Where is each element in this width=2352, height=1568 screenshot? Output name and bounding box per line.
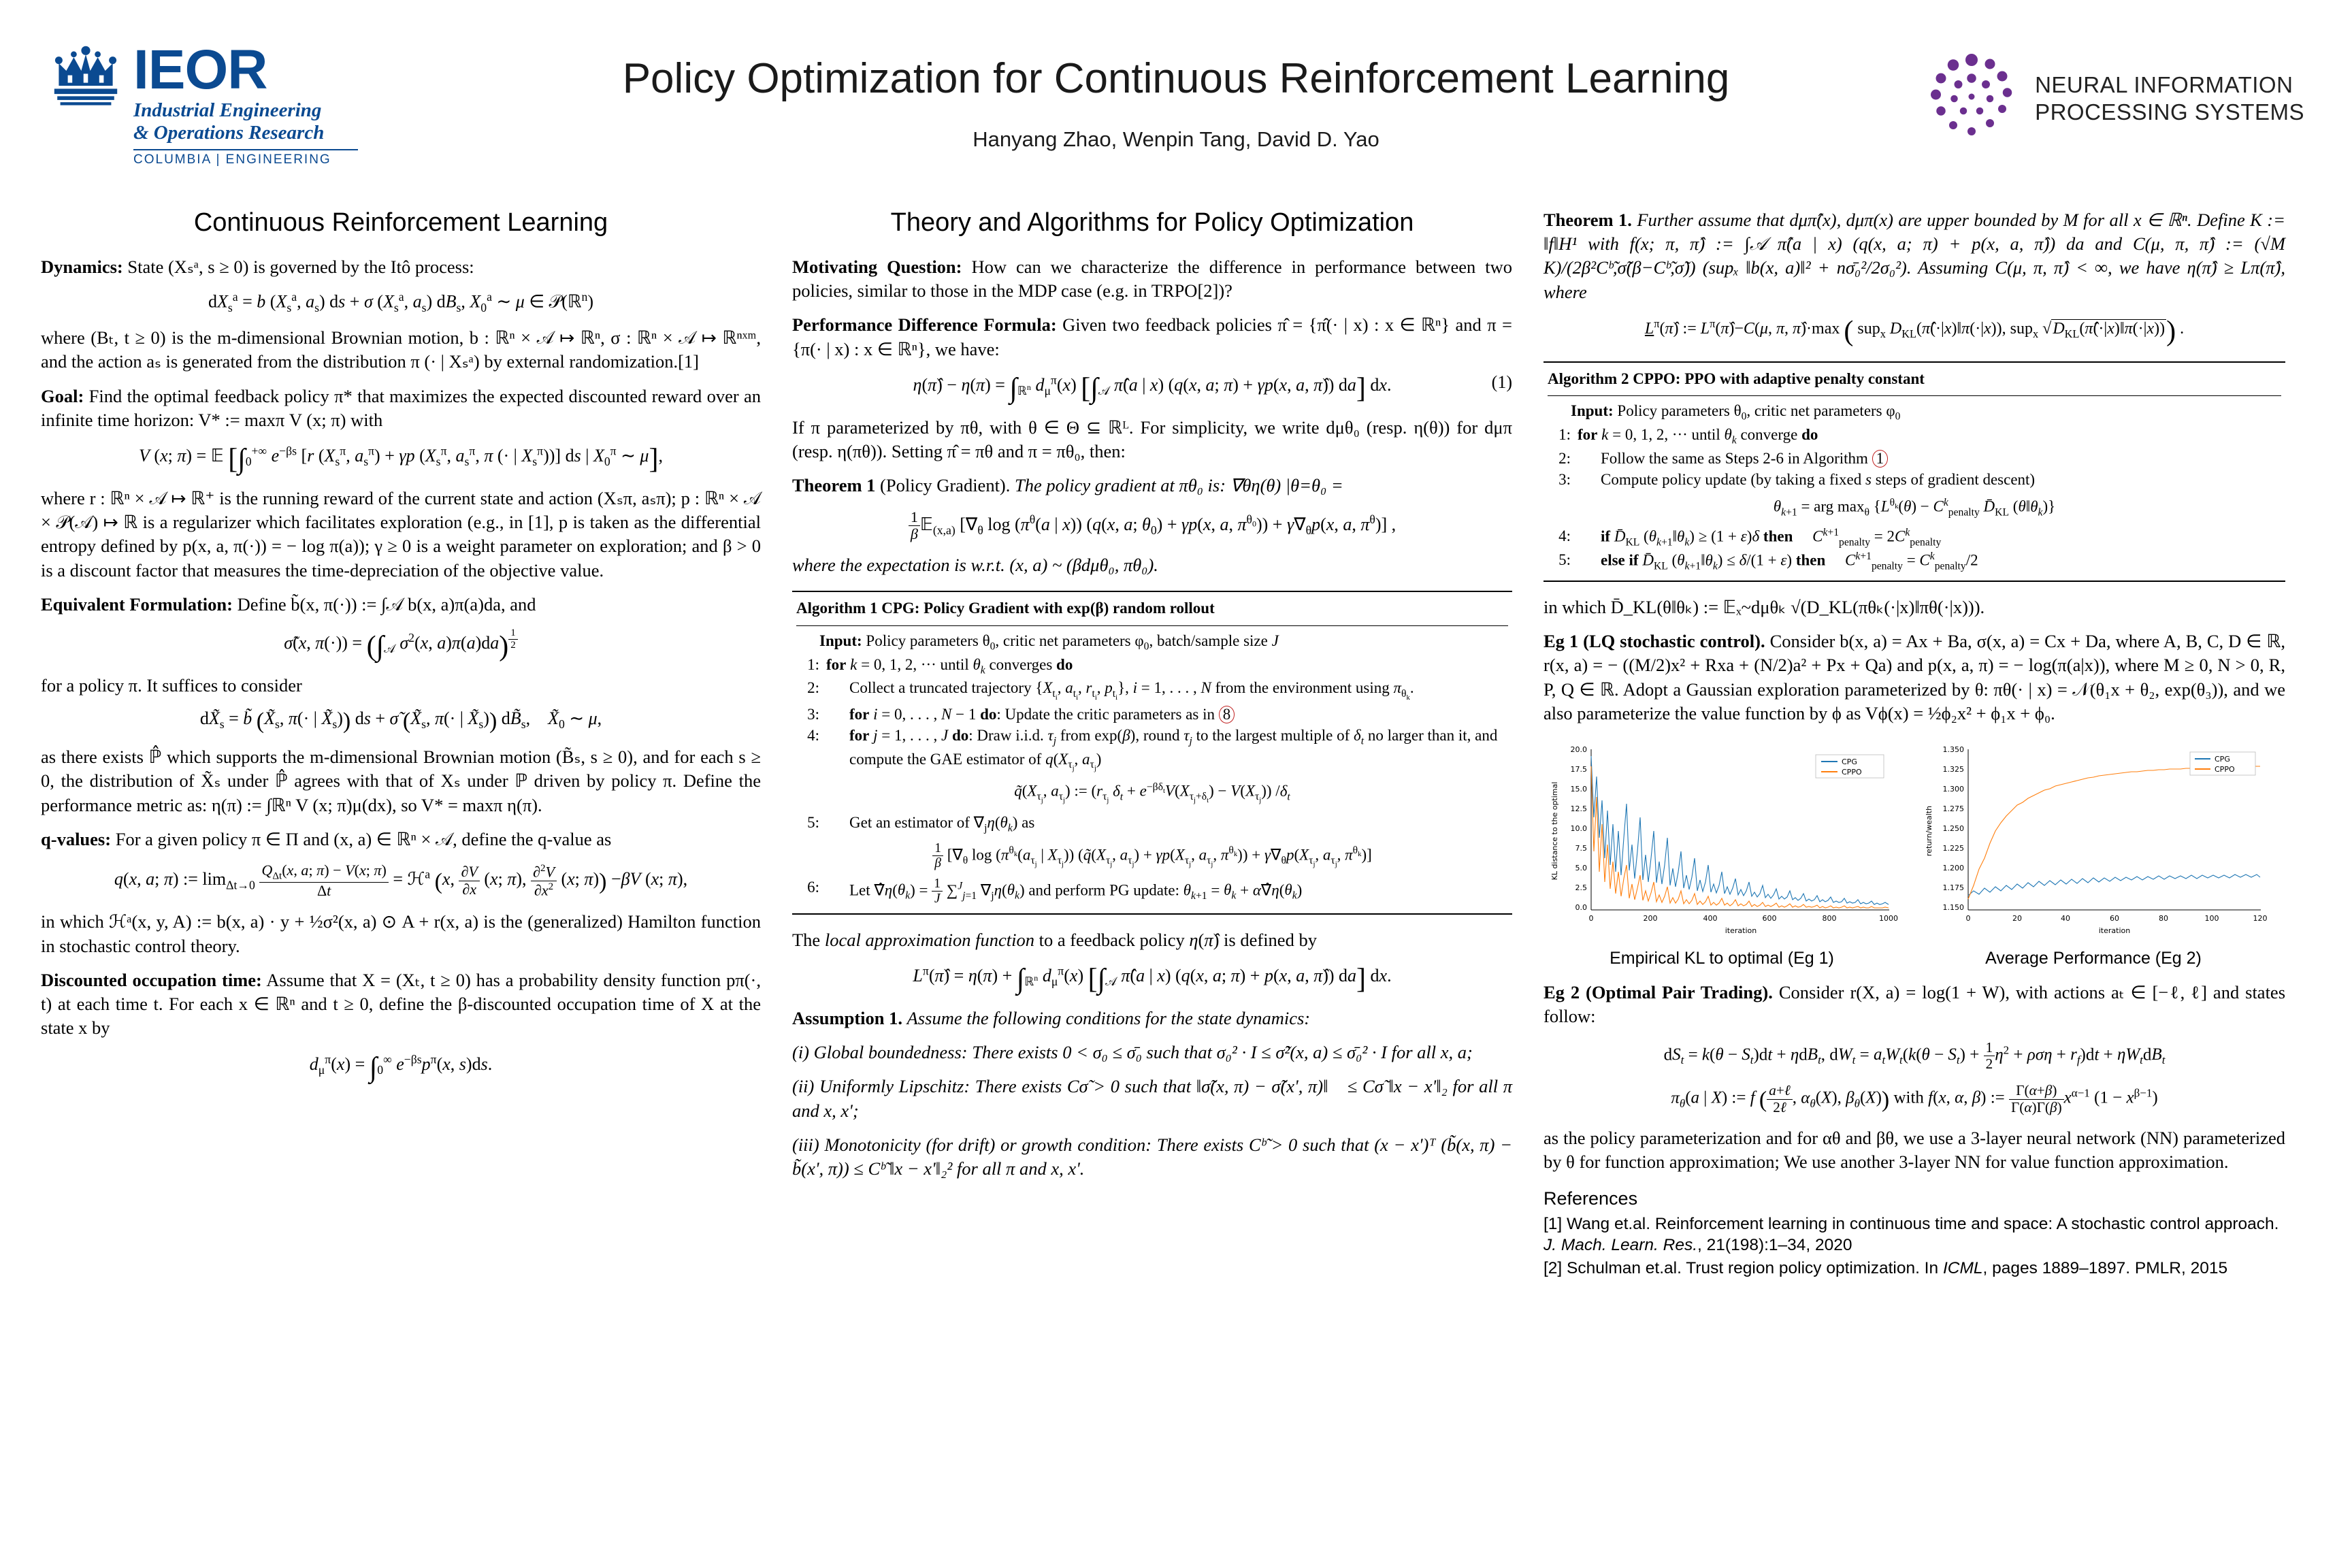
neurips-line2: PROCESSING SYSTEMS — [2035, 99, 2304, 125]
chart-kl-svg — [1544, 736, 1900, 940]
svg-text:CPPO: CPPO — [2215, 765, 2235, 774]
equation-ref-8: 8 — [1219, 706, 1235, 723]
reference-item: [2] Schulman et.al. Trust region policy optimization. In ICML, pages 1889–1897. PMLR, 2015 — [1544, 1259, 2228, 1278]
goal-paragraph — [41, 385, 761, 432]
svg-text:0.0: 0.0 — [1575, 903, 1587, 913]
algorithm-2-title: Algorithm 2 CPPO: PPO with adaptive penalty constant — [1548, 370, 1925, 387]
figures-row — [1544, 736, 2285, 968]
author-list: Hanyang Zhao, Wenpin Tang, David D. Yao — [973, 127, 1379, 151]
svg-text:KL distance to the optimal: KL distance to the optimal — [1550, 781, 1559, 881]
algorithm-1-line: 2: Collect a truncated trajectory {$X_{t_i}$, $a_{t_i}$, $r_{t_i}$, $p_{t_i}$}, i = 1, . . . , N from the environment using $\pi_{\theta_k}$. — [807, 679, 1414, 702]
chart-performance-legend — [2190, 752, 2255, 775]
svg-text:10.0: 10.0 — [1570, 824, 1587, 834]
algorithm-2-line: 3: Compute policy update (by taking a fixed s steps of gradient descent) — [1558, 471, 2036, 489]
svg-text:400: 400 — [1703, 914, 1718, 924]
neurips-line1: NEURAL INFORMATION — [2035, 71, 2293, 97]
svg-text:100: 100 — [2204, 914, 2219, 924]
goal-label: Goal: — [41, 385, 84, 406]
equation-policy-gradient: $\frac{1}{\beta}$ 𝔼$_{(x,a)}$ [$\nabla_\theta$ $\log (\pi^\theta(a$ | x)) (q(x, a; $\theta_0) + \gamma p(x$, a, $\pi^{\theta_0})) + \gamma\nabla_\theta p(x$, a, $\pi^\theta$)] , — [792, 509, 1512, 543]
section-title-theory: Theory and Algorithms for Policy Optimization — [890, 208, 1414, 237]
motivating-question-label: Motivating Question: — [792, 257, 962, 277]
ieor-logo — [48, 41, 374, 166]
algorithm-2-box — [1544, 361, 2285, 582]
svg-text:12.5: 12.5 — [1570, 804, 1587, 814]
assumption-item: (ii) Uniformly Lipschitz: There exists Cσ̃ > 0 such that ‖σ̃(x, π) − σ̃(x', π)‖ ≤ Cσ̃ ‖x − x'‖₂ for all π and x, x'; — [792, 1076, 1512, 1121]
equation-performance-difference: η(π̂) − $\eta(\pi) = \int_{ℝ^n}$ $d_\mu^\pi(x)$ [$\int_𝒜$ π̂(a | x) (q(x, a; π) + γp(x, a, π̂)) da] dx. (1) — [913, 372, 1512, 404]
qvalues-paragraph — [41, 828, 761, 851]
equivalent-formulation-text: Define b̃(x, π(·)) := ∫𝒜 b(x, a)π(a)da, and — [237, 593, 536, 615]
algorithm-1-equation-q: $q̃(X_{\tau_j}$, $a_{\tau_j}$) := ($r_{\tau_j}$ $\delta_t + e^{-\beta\delta_t}V(X_{\tau_j+\delta_t}) - V(X_{\tau_j})$) $/\delta_t$ — [1014, 781, 1290, 805]
goal-text: Find the optimal feedback policy π* that maximizes the expected discounted reward over an infinite time horizon: V* := maxπ V (x; π) with — [41, 385, 762, 430]
algorithm-1-line: 5: Get an estimator of $\nabla_j\eta(\theta_k)$ as — [807, 813, 1035, 834]
page-title: Policy Optimization for Continuous Reinforcement Learning — [622, 55, 1730, 102]
assumption-label: Assumption 1. — [792, 1007, 902, 1028]
eg1-label: Eg 1 (LQ stochastic control). — [1544, 631, 1765, 652]
svg-text:0: 0 — [1588, 914, 1594, 924]
svg-text:1.175: 1.175 — [1942, 883, 1964, 893]
svg-text:1.275: 1.275 — [1942, 804, 1964, 814]
eg1-paragraph — [1544, 630, 2285, 725]
eg2-after-text: as the policy parameterization and for αθ and βθ, we use a 3-layer neural network (NN) parameterized by θ for function approximation; We use another 3-layer NN for value function approximation. — [1544, 1128, 2285, 1173]
value-after-text: where r : ℝⁿ × 𝒜 ↦ ℝ⁺ is the running reward of the current state and action (Xₛπ, aₛπ); p : ℝⁿ × 𝒜 × 𝒫(𝒜) ↦ ℝ is a regularizer which facilitates exploration (e.g., in [1], p is taken as the differential entropy defined by p(x, a, π(·)) = − log π(a)); γ ≥ 0 is a weight parameter on exploration; and β > 0 is a discount factor that measures the time-depreciation of the objective value. — [41, 488, 761, 581]
motivating-question-text: How can we characterize the difference in performance between two policies, similar to those in the MDP case (e.g. in TRPO[2])? — [792, 257, 1512, 301]
svg-text:CPG: CPG — [1842, 757, 1857, 767]
algorithm-2-equation-update: $\theta_{k+1}$ = arg $\max_\theta \{L^{\theta_k}(\theta) - C^k_{penalty}$ $D̄_{KL}$ $(\theta‖\theta_k)$} — [1773, 497, 2056, 519]
svg-text:1.300: 1.300 — [1942, 785, 1964, 794]
algorithm-1-rule — [796, 625, 1508, 626]
neurips-wordmark — [2035, 71, 2304, 127]
local-approximation-text: The local approximation function to a feedback policy η(π̂) is defined by — [792, 929, 1317, 950]
performance-difference-text: Given two feedback policies π̂ = {π̂(· | x) : x ∈ ℝⁿ} and π = {π(· | x) : x ∈ ℝⁿ}, we have: — [792, 314, 1512, 359]
svg-text:1.225: 1.225 — [1942, 844, 1964, 853]
figure-caption-performance: Average Performance (Eg 2) — [1985, 949, 2202, 968]
svg-text:200: 200 — [1643, 914, 1658, 924]
figure-average-performance — [1915, 736, 2272, 968]
equation-dynamics: $dX_s^a = b$ ($X_s^a$, $a_s$) ds + σ ($X_s^a$, $a_s$) $dB_s$, $X_0^a$ ∼ μ ∈ 𝒫(ℝ$^n$) — [208, 290, 594, 315]
columbia-crown-icon — [48, 41, 124, 116]
svg-text:iteration: iteration — [2098, 926, 2131, 936]
eg1-text: Consider b(x, a) = Ax + Ba, σ(x, a) = Cx + Da, where A, B, C, D ∈ ℝ, r(x, a) = − ((M/2)x² + Rxa + (N/2)a² + Px + Qa) and p(x, a, π) = − log(π(a|x)), where M ≥ 0, N > 0, R, P, Q ∈ ℝ. Adopt a Gaussian exploration parameterized by θ: πθ(· | x) = 𝒩(θ₁x + θ₂, exp(θ₃)), and we also parameterize the value function by ϕ as Vϕ(x) = ½ϕ₂x² + ϕ₁x + ϕ₀. — [1544, 631, 2286, 723]
svg-text:20.0: 20.0 — [1570, 745, 1587, 755]
inwhich-text: in which D̄_KL(θ‖θₖ) := 𝔼ₓ~dμθₖ √(D_KL(πθₖ(·|x)‖πθ(·|x))). — [1544, 597, 1985, 617]
discounted-occupation-label: Discounted occupation time: — [41, 969, 262, 990]
svg-text:800: 800 — [1822, 914, 1837, 924]
equivalent-formulation-paragraph — [41, 593, 761, 617]
equation-sigma-tilde: σ̃(x, $\pi(\cdot)) = (\int_𝒜$ $\sigma^2(x$, a)π(a)da) $^{\frac{1}{2}}$ — [41, 627, 761, 663]
discounted-occupation-text: Assume that X = (Xₜ, t ≥ 0) has a probability density function pπ(·, t) at each time t. For each x ∈ ℝⁿ and t ≥ 0, define the β-discounted occupation time of X at the state x by — [41, 969, 761, 1039]
ieor-logo-foot: COLUMBIA | ENGINEERING — [133, 152, 331, 167]
svg-text:2.5: 2.5 — [1575, 883, 1587, 893]
svg-text:15.0: 15.0 — [1570, 785, 1587, 794]
svg-text:CPG: CPG — [2215, 755, 2230, 764]
theorem-pg-text: The policy gradient at πθ₀ is: ∇θη(θ) |θ=θ₀ = — [1015, 475, 1343, 496]
equation-local-approximation: $L^\pi(\pî) = \eta(\pi) + \int_{ℝ^n}$ $d_\mu^\pi(x)$ [$\int_𝒜$ π̂(a | x) (q(x, a; π) + p(x, a, π̂)) da] dx. — [913, 963, 1392, 995]
neurips-logo — [1921, 48, 2304, 150]
algorithm-1-line: 4: for j = 1, . . . , J do: Draw i.i.d. $\tau_j$ from exp(β), round $\tau_j$ to the largest multiple of $\delta_t$ no larger than it, and compute the GAE estimator of $q(X_{\tau_j}$, $a_{\tau_j}$) — [807, 726, 1498, 773]
theorem-1-text: Further assume that dμπ̂(x), dμπ(x) are upper bounded by M for all x ∈ ℝⁿ. Define K := ‖f‖H¹ with f(x; π, π̂) := ∫𝒜 π̂(a | x) (q(x, a; π) + p(x, a, π̂)) da and C(μ, π, π̂) := (√M K)/(2β²Cᵇ̃,σ̃(β−Cᵇ̃,σ̃)) (supₓ ‖b(x, a)‖² + nσ̄₀²/2σ₀²). Assuming C(μ, π, π̂) < ∞, we have η(π̂) ≥ Lπ(π̂), where — [1544, 210, 2286, 302]
poster-header — [41, 27, 2311, 191]
exists-text: as there exists ℙ̂ which supports the m-dimensional Brownian motion (B̃ₛ, s ≥ 0), and for each s ≥ 0, the distribution of X̃ₛ under ℙ̂ agrees with that of Xₛ under ℙ driven by policy π. Define the performance metric as: η(π) := ∫ℝⁿ V (x; π)μ(dx), so V* = maxπ η(π). — [41, 747, 761, 815]
chart-kl-legend — [1816, 755, 1884, 778]
algorithm-2-line: 1: for k = 0, 1, 2, ··· until $\theta_k$ converge do — [1558, 426, 1818, 446]
svg-text:1000: 1000 — [1879, 914, 1898, 924]
algorithm-1-line: 3: for i = 0, . . . , N − 1 do: Update the critic parameters as in 8 — [796, 704, 1508, 725]
svg-text:600: 600 — [1762, 914, 1777, 924]
performance-difference-label: Performance Difference Formula: — [792, 314, 1057, 336]
discounted-occupation-paragraph — [41, 968, 761, 1041]
algorithm-2-line: 5: else if $D̄_{KL}$ $(\theta_{k+1}‖\theta_k) \le \delta/(1 + \varepsilon)$ then $C^{k+1}_{penalty} = C^k_{penalty}/2$ — [1558, 551, 1978, 572]
section-title-crl: Continuous Reinforcement Learning — [193, 208, 608, 237]
equation-q-value: q(x, a; π) := $\lim_{\Delta t\to 0}$ $\frac{Q_{\Delta t}(x, a; \pi) - V(x; \pi)}{\Delta t}$ = ℋ$^a$ (x, $\frac{\partial V}{\partial x}$ (x; π), $\frac{\partial^2V}{\partial x^2}$ (x; π)) −βV (x; π), — [114, 862, 688, 900]
equivalent-formulation-label: Equivalent Formulation: — [41, 593, 233, 615]
reference-item: [1] Wang et.al. Reinforcement learning in continuous time and space: A stochastic control approach. J. Mach. Learn. Res., 21(198):1–34, 2020 — [1544, 1214, 2279, 1255]
neurips-dots-icon — [1921, 48, 2023, 150]
svg-text:1.325: 1.325 — [1942, 765, 1964, 774]
algorithm-2-line: 2: Follow the same as Steps 2-6 in Algorithm 1 — [1548, 448, 2281, 469]
equation-number-1: (1) — [1491, 372, 1512, 392]
svg-text:iteration: iteration — [1725, 926, 1757, 936]
eg2-text: Consider r(X, a) = log(1 + W), with actions aₜ ∈ [−ℓ, ℓ] and states follow: — [1544, 982, 2286, 1027]
assumption-item: (i) Global boundedness: There exists 0 < σ₀ ≤ σ̄₀ such that σ₀² · I ≤ σ̃²(x, a) ≤ σ̄₀² · I for all x, a; — [792, 1042, 1473, 1063]
equation-tilde-dynamics: $dX̃_s$ = b̃ ($X̃_s$, π(· | $X̃_s$)) ds + σ̃ ($X̃_s$, π(· | $X̃_s$)) $dB̃_s$, $X̃_0$ ∼ μ, — [199, 708, 602, 734]
svg-text:40: 40 — [2061, 914, 2070, 924]
qvalues-label: q-values: — [41, 828, 112, 849]
figure-caption-kl: Empirical KL to optimal (Eg 1) — [1610, 949, 1834, 968]
svg-text:80: 80 — [2159, 914, 2168, 924]
column-continuous-rl — [41, 208, 761, 1281]
eg2-label: Eg 2 (Optimal Pair Trading). — [1544, 982, 1773, 1003]
algorithm-2-input: Input: Policy parameters $\theta_0$, critic net parameters $\varphi_0$ — [1571, 402, 1901, 423]
svg-text:return/wealth: return/wealth — [1925, 806, 1933, 857]
suffices-text: for a policy π. It suffices to consider — [41, 674, 302, 696]
chart-performance-svg — [1915, 736, 2272, 940]
svg-text:5.0: 5.0 — [1575, 864, 1587, 873]
algorithm-1-title: Algorithm 1 CPG: Policy Gradient with exp(β) random rollout — [796, 600, 1215, 617]
svg-text:20: 20 — [2012, 914, 2022, 924]
svg-text:1.350: 1.350 — [1942, 745, 1964, 755]
dynamics-text: State (Xₛᵃ, s ≥ 0) is governed by the Itô process: — [127, 257, 474, 277]
performance-difference-paragraph — [792, 313, 1512, 361]
ieor-logo-sub: Industrial Engineering & Operations Research — [133, 99, 325, 144]
algorithm-2-rule — [1548, 395, 2281, 396]
assumption-text: Assume the following conditions for the state dynamics: — [906, 1007, 1311, 1028]
svg-text:17.5: 17.5 — [1570, 765, 1587, 774]
column-theorem-experiments — [1544, 208, 2285, 1281]
dynamics-after-text: where (Bₜ, t ≥ 0) is the m-dimensional Brownian motion, b : ℝⁿ × 𝒜 ↦ ℝⁿ, σ : ℝⁿ × 𝒜 ↦ ℝⁿˣᵐ, and the action aₛ is generated from the distribution π (· | Xₛᵃ) by external randomization.[1] — [41, 327, 761, 372]
theorem-pg-name: (Policy Gradient). — [880, 475, 1011, 496]
parameterization-text: If π parameterized by πθ, with θ ∈ Θ ⊆ ℝᴸ. For simplicity, we write dμθ₀ (resp. η(θ)) for dμπ (resp. η(πθ)). Setting π̂ = πθ and π = πθ₀, then: — [792, 416, 1512, 462]
theorem-policy-gradient-paragraph — [792, 474, 1512, 497]
theorem-1-paragraph — [1544, 208, 2285, 304]
equation-eg2-policy: $\pi_\theta(a$ | X) := f ( $\frac{\text{a+ℓ}}{\text{2ℓ}}$ , $\alpha_\theta(X)$, $\beta_\theta(X)$) with f(x, α, β) := $\frac{\Gamma(\alpha+\beta)}{\Gamma(\alpha)\Gamma(\beta)}$ $x^{\alpha-1}$ $(1 - x^{\beta-1})$ — [1671, 1082, 2158, 1115]
svg-text:120: 120 — [2253, 914, 2268, 924]
equation-occupation-time: $d_\mu^\pi(x) = \int_0^\infty$ $e^{-\beta s}p^\pi(x$, s)ds. — [309, 1051, 493, 1083]
svg-text:60: 60 — [2110, 914, 2119, 924]
equation-lower-bound: $L^\pi(\pî)$ := $L^\pi(\pî)-C(\mu$, π, π̂)·max ( sup$_x$ $D_{KL}(\pî(\cdot|x)‖\pi(\cdot|x))$, sup$_x$ $√D_{KL}(\pî(\cdot|x)‖\pi(\cdot|x))$) . — [1644, 315, 2185, 347]
algorithm-1-line: 6: Let $\nablâ\eta(\theta_k)$ = $\frac{1}{J}$ ∑$^J_{j=1}$ $\nabla_j\eta(\theta_k)$ and perform PG update: $\theta_{k+1} = \theta_k$ + $\alpha\nablâ\eta(\theta_k)$ — [807, 876, 1303, 906]
q-after-text: in which ℋᵃ(x, y, A) := b(x, a) · y + ½σ²(x, a) ⊙ A + r(x, a) is the (generalized) Hamilton function in stochastic control theory. — [41, 911, 761, 956]
dynamics-paragraph — [41, 255, 761, 279]
poster-columns — [41, 208, 2311, 1281]
figure-kl-to-optimal — [1544, 736, 1900, 968]
algorithm-1-line: 1: for k = 0, 1, 2, ··· until $\theta_k$ converges do — [807, 655, 1073, 676]
equation-eg2-dynamics: $dS_t = k(\theta - S_t)dt + \eta dB_t$, $dW_t = a_tW_t(k(\theta - S_t)$ + $\frac{1}{2}$ $\eta^2 + \rho\sigma\eta + r_f)dt + \eta W_tdB_t$ — [1663, 1039, 2166, 1073]
dynamics-label: Dynamics: — [41, 257, 123, 277]
eg2-paragraph — [1544, 981, 2285, 1028]
qvalues-text: For a given policy π ∈ Π and (x, a) ∈ ℝⁿ × 𝒜, define the q-value as — [115, 828, 612, 849]
pg-after-text: where the expectation is w.r.t. (x, a) ~ (βdμθ₀, πθ₀). — [792, 555, 1158, 576]
svg-text:0: 0 — [1965, 914, 1971, 924]
algorithm-1-box — [792, 591, 1512, 914]
theorem-1-label: Theorem 1. — [1544, 210, 1632, 230]
algorithm-2-line: 4: if $D̄_{KL}$ $(\theta_{k+1}‖\theta_k) \ge (1 + \varepsilon)\delta$ then $C^{k+1}_{penalty} = 2C^k_{penalty}$ — [1558, 526, 1942, 549]
theorem-pg-label: Theorem 1 — [792, 475, 876, 496]
logo-divider — [133, 149, 358, 150]
algorithm-ref-1: 1 — [1872, 450, 1889, 468]
svg-text:1.200: 1.200 — [1942, 864, 1964, 873]
svg-text:1.250: 1.250 — [1942, 824, 1964, 834]
motivating-question-paragraph — [792, 255, 1512, 303]
ieor-logo-main: IEOR — [133, 39, 267, 101]
assumption-paragraph — [792, 1007, 1512, 1030]
svg-text:7.5: 7.5 — [1575, 844, 1587, 853]
references-title: References — [1544, 1188, 1638, 1209]
column-theory-algorithms — [792, 208, 1512, 1281]
assumption-item: (iii) Monotonicity (for drift) or growth condition: There exists Cᵇ̃ > 0 such that (x − x')ᵀ (b̃(x, π) − b̃(x', π)) ≤ Cᵇ̃ ‖x − x'‖₂² for all π and x, x'. — [792, 1134, 1512, 1179]
algorithm-1-input: Input: Policy parameters $\theta_0$, critic net parameters $\varphi_0$, batch/sample size J — [819, 632, 1279, 653]
equation-value-function: V (x; π) = 𝔼 [$\int_0^{+\infty}$ $e^{-\beta s}$ [r ($X_s^\pi$, $a_s^\pi) + \gamma p$ ($X_s^\pi$, $a_s^\pi$, π (· | $X_s^\pi$))] ds | $X_0^\pi$ ∼ μ], — [139, 444, 663, 476]
algorithm-1-equation-grad: $\frac{1}{\beta}$ [$\nabla_\theta$ $\log (\pi^{\theta_k}(a_{\tau_j}$ | $X_{\tau_j}$)) ($q̃(X_{\tau_j}$, $a_{\tau_j}) + \gamma p(X_{\tau_j}$, $a_{\tau_j}$, $\pi^{\theta_k})) + \gamma\nabla_\theta p(X_{\tau_j}$, $a_{\tau_j}$, $\pi^{\theta_k}$)] — [796, 841, 1508, 871]
svg-text:CPPO: CPPO — [1842, 768, 1862, 777]
svg-text:1.150: 1.150 — [1942, 903, 1964, 913]
